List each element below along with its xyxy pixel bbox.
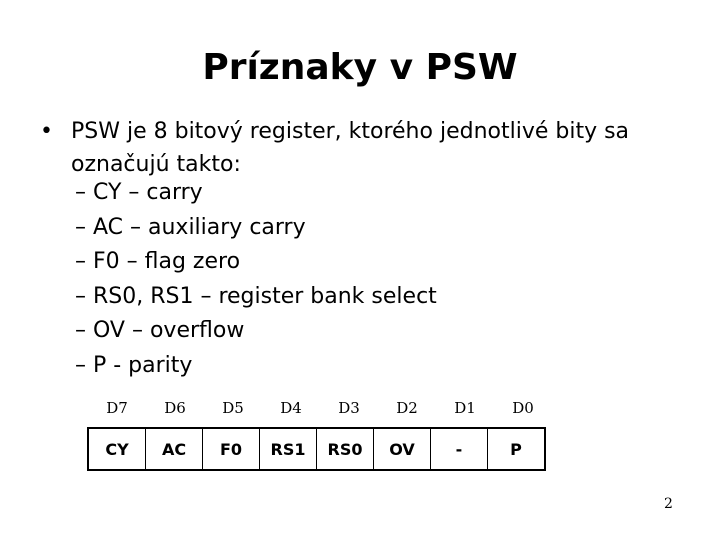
main-bullet — [40, 115, 680, 181]
register-cell-rs1: RS1 — [260, 428, 317, 470]
register-cell-ac: AC — [146, 428, 203, 470]
bit-label: D3 — [338, 399, 360, 417]
register-cell-rs0: RS0 — [317, 428, 374, 470]
bit-label: D6 — [164, 399, 186, 417]
psw-register-table — [87, 427, 546, 471]
flag-item-f0: – F0 – flag zero — [75, 249, 241, 275]
flag-item-rs: – RS0, RS1 – register bank select — [75, 283, 437, 309]
bullet-text: PSW je 8 bitový register, ktorého jednotlivé bity sa označujú takto: — [71, 119, 630, 177]
flag-item-cy: – CY – carry — [75, 180, 203, 205]
bullet-icon: • — [40, 119, 53, 144]
flag-item-ac: – AC – auxiliary carry — [75, 214, 306, 240]
bit-label: D2 — [396, 399, 418, 417]
register-cell-p: P — [488, 428, 546, 470]
slide-title: Príznaky v PSW — [202, 47, 518, 88]
bit-label: D1 — [454, 399, 476, 417]
flag-list — [75, 176, 437, 384]
bit-label: D7 — [106, 399, 128, 417]
bit-label: D5 — [222, 399, 244, 417]
bit-label: D0 — [512, 399, 534, 417]
register-cell-cy: CY — [88, 428, 146, 470]
register-cell-f0: F0 — [203, 428, 260, 470]
register-cell-unused: - — [431, 428, 488, 470]
register-cell-ov: OV — [374, 428, 431, 470]
flag-item-ov: – OV – overflow — [75, 318, 245, 344]
flag-item-p: – P - parity — [75, 352, 193, 378]
table-row — [88, 428, 545, 470]
bit-label: D4 — [280, 399, 302, 417]
bit-labels-row — [88, 396, 552, 420]
page-number: 2 — [664, 496, 673, 512]
